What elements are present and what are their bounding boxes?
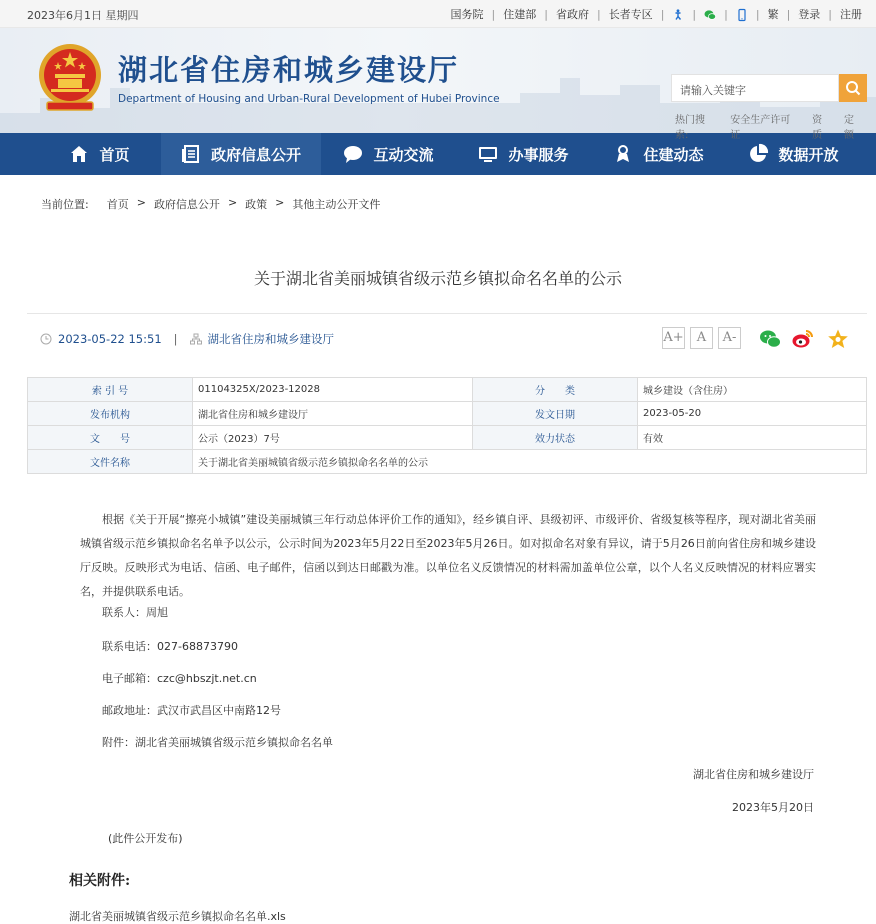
chat-icon [343,144,363,164]
related-attachments-heading: 相关附件: [69,873,131,889]
table-value: 01104325X/2023-12028 [193,378,473,402]
breadcrumb [41,196,388,212]
nav-item-home[interactable] [38,133,161,175]
table-row [28,450,867,474]
wechat-icon[interactable] [696,8,724,21]
table-value: 公示（2023）7号 [193,426,473,450]
site-subtitle: Department of Housing and Urban-Rural Development of Hubei Province [118,93,500,105]
article-meta: 2023-05-22 15:51 | 湖北省住房和城乡建设厅 A+ A A- [27,313,867,363]
top-links: 国务院 | 住建部 | 省政府 | 长者专区 | | | | 繁 | 登录 | 注册 [443,6,862,22]
nav-label: 首页 [99,145,130,164]
breadcrumb-home[interactable]: 首页 [106,198,129,211]
link-elderly-zone[interactable]: 长者专区 [608,8,653,21]
wechat-share-icon[interactable] [759,328,781,350]
breadcrumb-policy[interactable]: 政策 [245,198,268,211]
signature-org: 湖北省住房和城乡建设厅 [693,768,814,781]
document-info-table [27,377,867,474]
document-icon [181,144,201,164]
monitor-icon [478,144,498,164]
breadcrumb-separator: > [227,196,238,209]
current-date: 2023年6月1日 星期四 [27,9,139,22]
table-key: 发布机构 [28,402,193,426]
table-key: 文件名称 [28,450,193,474]
hot-keyword[interactable]: 安全生产许可证 [730,115,791,141]
search-button[interactable] [839,74,867,102]
nav-label: 互动交流 [373,145,434,164]
breadcrumb-label: 当前位置: [41,198,89,211]
breadcrumb-separator: > [136,196,146,209]
publish-datetime: 2023-05-22 15:51 [58,331,162,346]
news-icon [613,144,633,164]
link-provincial-gov[interactable]: 省政府 [555,8,589,21]
nav-label: 数据开放 [778,145,839,164]
font-decrease-button[interactable]: A- [718,327,741,349]
postal-address: 邮政地址：武汉市武昌区中南路12号 [102,704,281,717]
signature-date: 2023年5月20日 [732,801,814,814]
link-register[interactable]: 注册 [840,8,862,21]
table-key: 索 引 号 [28,378,193,402]
top-utility-bar [0,0,876,28]
table-row [28,426,867,450]
hot-keyword[interactable]: 定额 [844,115,855,141]
table-value: 有效 [638,426,867,450]
table-key: 效力状态 [473,426,638,450]
header-banner [0,28,876,141]
breadcrumb-other-files[interactable]: 其他主动公开文件 [292,198,381,211]
table-key: 分 类 [473,378,638,402]
table-value: 关于湖北省美丽城镇省级示范乡镇拟命名名单的公示 [193,450,867,474]
nav-label: 住建动态 [643,145,704,164]
org-icon [190,333,202,345]
table-value: 湖北省住房和城乡建设厅 [193,402,473,426]
link-login[interactable]: 登录 [798,8,821,21]
article-source: 湖北省住房和城乡建设厅 [207,331,335,346]
accessibility-icon[interactable] [664,8,692,21]
contact-phone: 联系电话：027-68873790 [102,640,238,653]
font-default-button[interactable]: A [690,327,713,349]
clock-icon [40,333,52,345]
publish-note: (此件公开发布) [108,832,183,845]
contact-person: 联系人：周旭 [102,606,168,619]
favorite-star-icon[interactable] [827,328,849,350]
table-key: 发文日期 [473,402,638,426]
breadcrumb-separator: > [275,196,285,209]
pie-chart-icon [748,144,768,164]
nav-label: 办事服务 [508,145,569,164]
link-state-council[interactable]: 国务院 [450,8,484,21]
mobile-icon[interactable] [728,8,756,21]
font-increase-button[interactable]: A+ [662,327,685,349]
home-icon [69,144,89,164]
hot-keyword[interactable]: 资质 [812,115,823,141]
article-title: 关于湖北省美丽城镇省级示范乡镇拟命名名单的公示 [253,269,622,288]
link-mohurd[interactable]: 住建部 [503,8,537,21]
nav-item-gov-info[interactable] [161,133,321,175]
link-traditional[interactable]: 繁 [767,8,779,21]
table-value: 2023-05-20 [638,402,867,426]
table-row [28,378,867,402]
search-input[interactable]: 请输入关键字 [671,74,839,102]
contact-email: 电子邮箱：czc@hbszjt.net.cn [102,672,257,685]
body-paragraph: 根据《关于开展“擦亮小城镇”建设美丽城镇三年行动总体评价工作的通知》，经乡镇自评、县级初评、市级评价、省级复核等程序，现对湖北省美丽城镇省级示范乡镇拟命名名单予以公示，公示时间为2023年5月22日至2023年5月26日。如对拟命名对象有异议，请于5月26日前向省住房和城乡建设厅反映。反映形式为电话、信函、电子邮件，信函以到达日邮戳为准。以单位名义反馈情况的材料需加盖单位公章，以个人名义反映情况的材料应署实名，并提供联系电话。 [80,513,816,598]
nav-item-interaction[interactable] [321,133,456,175]
article-body [80,508,816,604]
search-icon [845,80,861,96]
attachment-note: 附件：湖北省美丽城镇省级示范乡镇拟命名名单 [102,736,333,749]
nav-item-services[interactable] [456,133,591,175]
table-row [28,402,867,426]
attachment-link[interactable]: 湖北省美丽城镇省级示范乡镇拟命名名单.xls [69,910,286,923]
weibo-share-icon[interactable] [792,328,814,350]
table-value: 城乡建设（含住房） [638,378,867,402]
nav-label: 政府信息公开 [210,145,301,164]
site-title: 湖北省住房和城乡建设厅 [118,53,460,87]
breadcrumb-gov-info[interactable]: 政府信息公开 [153,198,220,211]
hot-search [675,111,876,141]
hot-search-label: 热门搜索: [675,115,705,141]
table-key: 文 号 [28,426,193,450]
national-emblem-icon [37,42,103,112]
